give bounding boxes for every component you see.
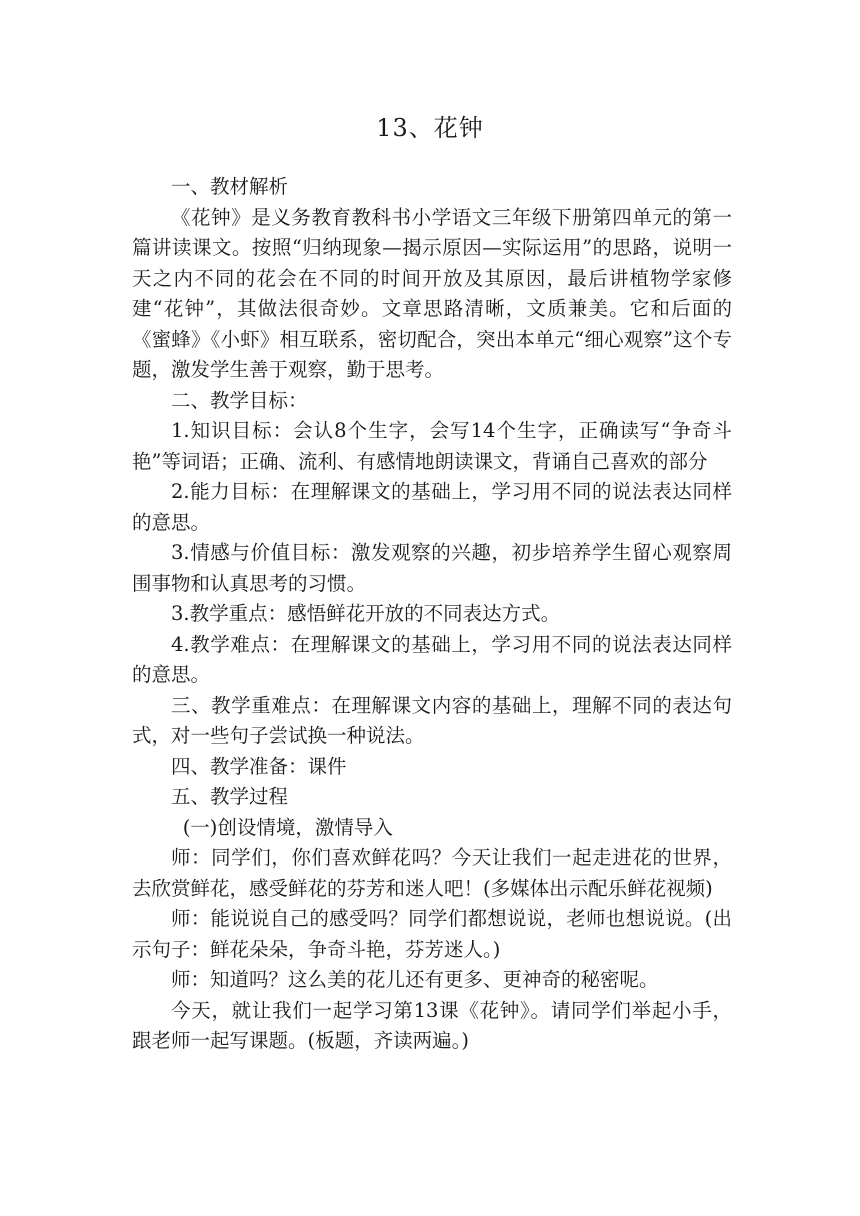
paragraph-teacher-2: 师：能说说自己的感受吗？同学们都想说说，老师也想说说。(出示句子：鲜花朵朵，争奇斗艳，芬芳迷人。) xyxy=(132,907,732,961)
heading-preparation: 四、教学准备：课件 xyxy=(171,754,347,778)
heading-textbook-analysis: 一、教材解析 xyxy=(171,175,289,198)
goal-ability: 2.能力目标：在理解课文的基础上，学习用不同的说法表达同样的意思。 xyxy=(132,480,732,534)
paragraph-today: 今天，就让我们一起学习第13课《花钟》。请同学们举起小手，跟老师一起写课题。(板题，齐读两遍。) xyxy=(132,998,732,1052)
heading-teaching-goals: 二、教学目标： xyxy=(171,388,308,412)
heading-key-difficulties: 三、教学重难点：在理解课文内容的基础上，理解不同的表达句式，对一些句子尝试换一种说法。 xyxy=(132,693,732,747)
goal-knowledge: 1.知识目标：会认8个生字，会写14个生字，正确读写“争奇斗艳”等词语；正确、流利、有感情地朗读课文，背诵自己喜欢的部分 xyxy=(132,419,732,473)
document-body xyxy=(132,172,732,1057)
paragraph-textbook-analysis: 《花钟》是义务教育教科书小学语文三年级下册第四单元的第一篇讲读课文。按照“归纳现象—揭示原因—实际运用”的思路，说明一天之内不同的花会在不同的时间开放及其原因，最后讲植物学家修建“花钟”，其做法很奇妙。文章思路清晰，文质兼美。它和后面的《蜜蜂》《小虾》相互联系，密切配合，突出本单元“细心观察”这个专题，激发学生善于观察，勤于思考。 xyxy=(132,205,732,381)
paragraph-teacher-3: 师：知道吗？这么美的花儿还有更多、更神奇的秘密呢。 xyxy=(171,968,659,991)
teaching-difficulty: 4.教学难点：在理解课文的基础上，学习用不同的说法表达同样的意思。 xyxy=(132,632,732,686)
document-title: 13、花钟 xyxy=(376,114,484,142)
heading-teaching-process: 五、教学过程 xyxy=(171,785,289,808)
paragraph-teacher-1: 师：同学们，你们喜欢鲜花吗？今天让我们一起走进花的世界，去欣赏鲜花，感受鲜花的芬芳和迷人吧！(多媒体出示配乐鲜花视频) xyxy=(132,846,732,900)
teaching-focus: 3.教学重点：感悟鲜花开放的不同表达方式。 xyxy=(171,602,561,625)
subheading-create-situation: (一)创设情境，激情导入 xyxy=(182,815,393,839)
goal-emotion: 3.情感与价值目标：激发观察的兴趣，初步培养学生留心观察周围事物和认真思考的习惯。 xyxy=(132,541,732,595)
